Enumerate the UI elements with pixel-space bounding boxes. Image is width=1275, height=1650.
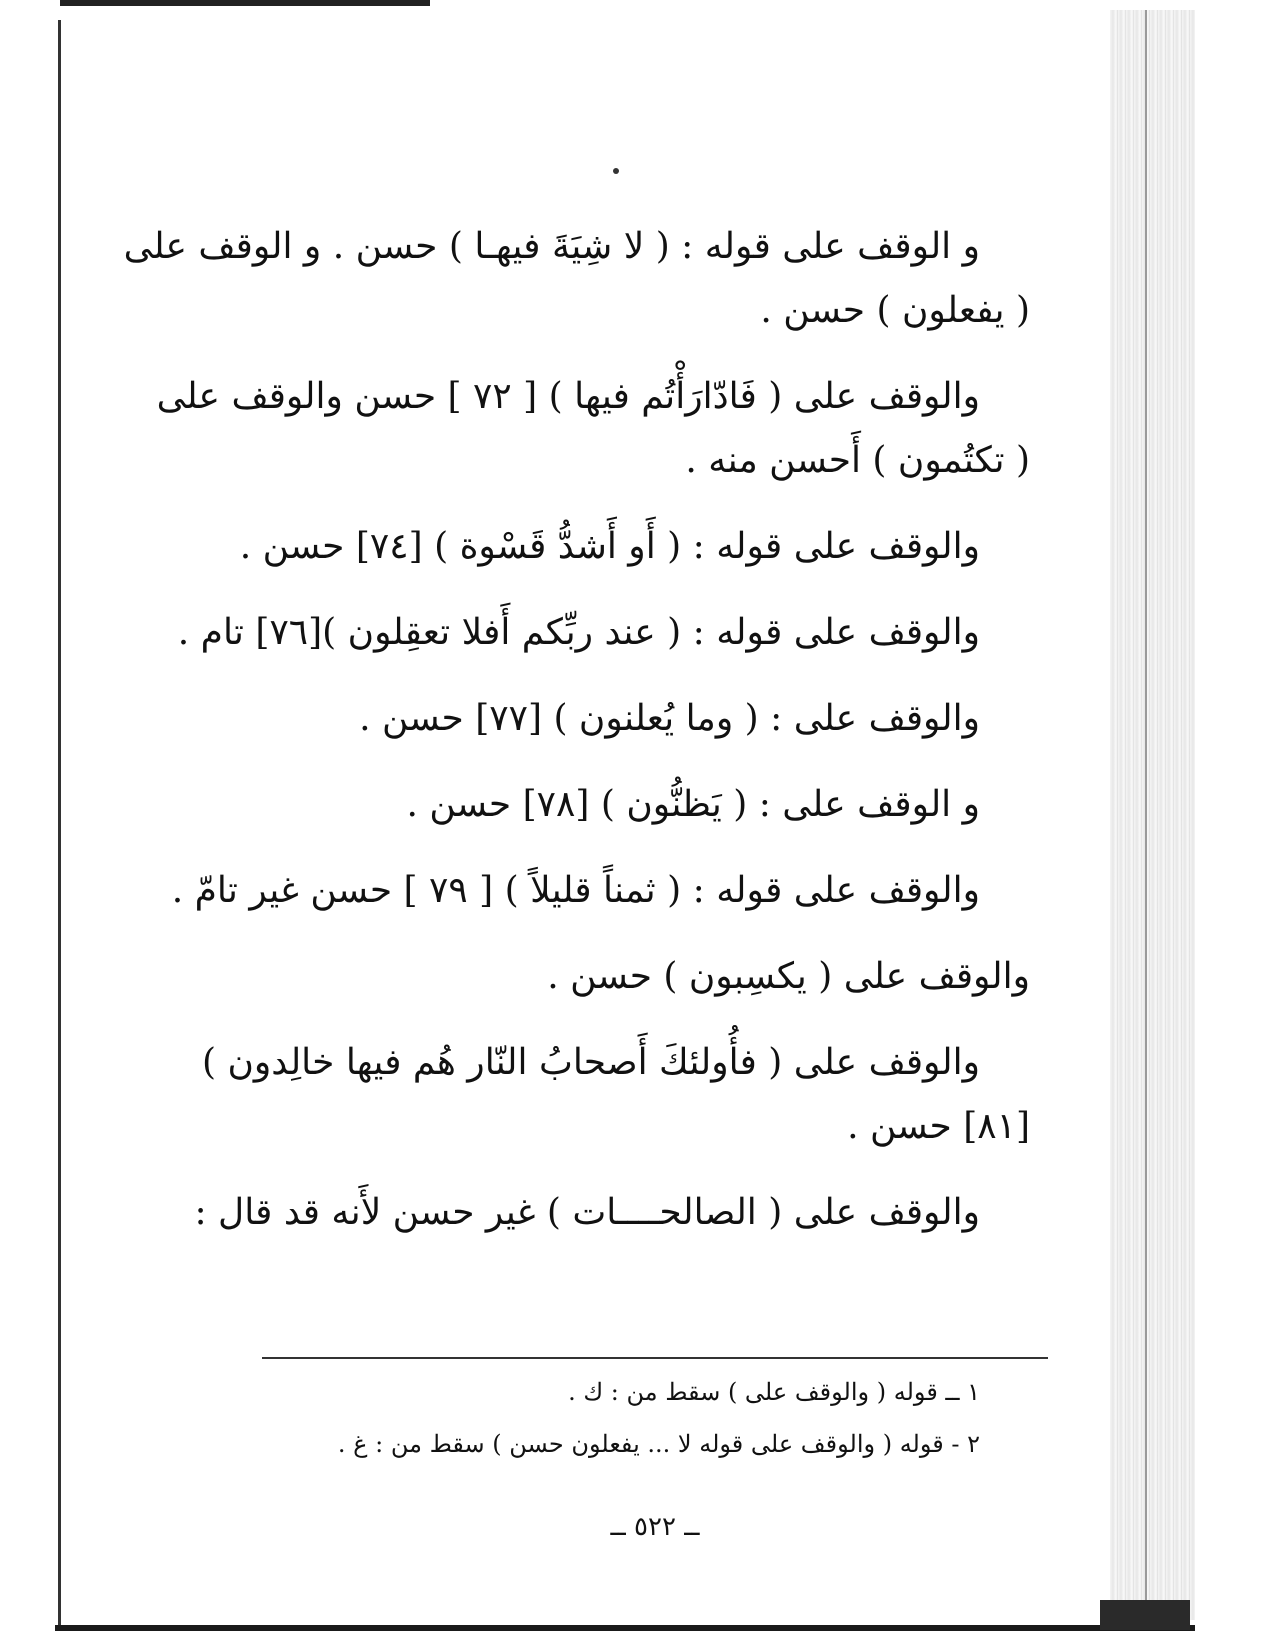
footnotes xyxy=(250,1375,1030,1479)
paragraph: والوقف على ( فَادّارَأْتُم فيها ) [ ٧٢ ] حسن والوقف على xyxy=(156,376,980,417)
paragraph: والوقف على قوله : ( عند ربِّكم أَفلا تعقِلون )[٧٦] تام . xyxy=(177,612,980,653)
paragraph: والوقف على قوله : ( أَو أَشدُّ قَسْوة ) [٧٤] حسن . xyxy=(239,526,980,567)
paragraph: والوقف على ( الصالحــــات ) غير حسن لأَنه قد قال : xyxy=(194,1192,980,1233)
bottom-scan-blob xyxy=(1100,1600,1190,1630)
paragraph: و الوقف على : ( يَظنُّون ) [٧٨] حسن . xyxy=(406,784,980,825)
right-scan-edge xyxy=(1110,10,1195,1620)
scan-speck xyxy=(613,168,619,174)
paragraph-continuation: ( تكتُمون ) أَحسن منه . xyxy=(685,440,1030,481)
paragraph: والوقف على : ( وما يُعلنون ) [٧٧] حسن . xyxy=(359,698,980,739)
paragraph-continuation: [٨١] حسن . xyxy=(847,1106,1030,1147)
footnote: ١ ــ قوله ( والوقف على ) سقط من : ك . xyxy=(568,1378,980,1406)
footnote: ٢ - قوله ( والوقف على قوله لا ... يفعلون حسن ) سقط من : غ . xyxy=(337,1430,980,1458)
paragraph: و الوقف على قوله : ( لا شِيَةَ فيهـا ) حسن . و الوقف على xyxy=(123,226,980,267)
paragraph: والوقف على ( فأُولئكَ أَصحابُ النّار هُم فيها خالِدون ) xyxy=(202,1042,980,1083)
scan-top-edge xyxy=(60,0,430,6)
footnote-separator xyxy=(262,1357,1048,1359)
bottom-scan-edge xyxy=(55,1625,1195,1631)
left-margin-rule xyxy=(58,20,61,1630)
main-text xyxy=(123,218,1030,1270)
page-number: ــ ٥٢٢ ــ xyxy=(610,1512,700,1542)
right-edge-line xyxy=(1145,10,1147,1620)
paragraph: والوقف على ( يكسِبون ) حسن . xyxy=(547,956,1030,997)
paragraph: والوقف على قوله : ( ثمناً قليلاً ) [ ٧٩ ] حسن غير تامّ . xyxy=(171,870,980,911)
paragraph-continuation: ( يفعلون ) حسن . xyxy=(760,290,1030,331)
